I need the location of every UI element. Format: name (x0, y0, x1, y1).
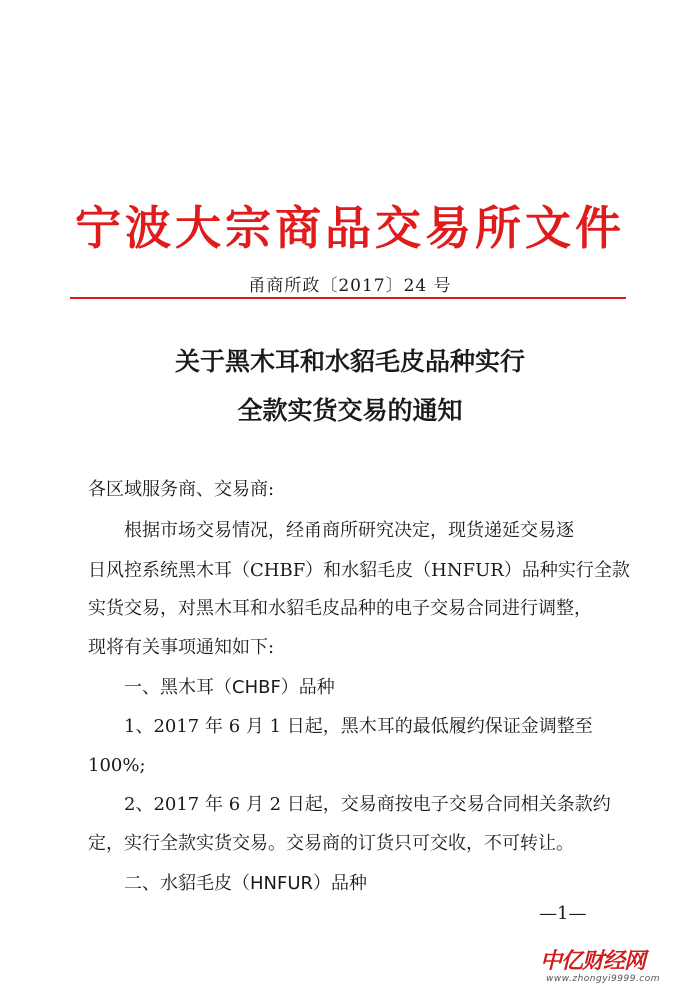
notice-title-line-1: 关于黑木耳和水貂毛皮品种实行 (174, 347, 525, 376)
paragraph-line: 现将有关事项通知如下: (88, 637, 275, 658)
page-number: —1— (539, 903, 587, 924)
document-header-title: 宁波大宗商品交易所文件 (75, 201, 625, 255)
paragraph-line: 根据市场交易情况，经甬商所研究决定，现货递延交易逐 (124, 520, 574, 541)
list-item-line: 100%; (88, 755, 146, 776)
section-heading-1: 一、黑木耳（CHBF）品种 (124, 677, 335, 698)
list-item-line: 1、2017 年 6 月 1 日起，黑木耳的最低履约保证金调整至 (124, 716, 593, 737)
watermark-logo: 中亿财经网 (540, 949, 646, 974)
list-item-line: 定，实行全款实货交易。交易商的订货只可交收，不可转让。 (88, 833, 574, 854)
header-divider (70, 297, 626, 299)
notice-title-line-2: 全款实货交易的通知 (237, 396, 463, 425)
section-heading-2: 二、水貂毛皮（HNFUR）品种 (124, 873, 368, 894)
site-watermark (540, 950, 700, 990)
notice-title (0, 337, 700, 435)
salutation: 各区域服务商、交易商: (88, 479, 275, 500)
paragraph-line: 日风控系统黑木耳（CHBF）和水貂毛皮（HNFUR）品种实行全款 (88, 560, 630, 581)
paragraph-line: 实货交易，对黑木耳和水貂毛皮品种的电子交易合同进行调整， (88, 598, 592, 619)
notice-body (88, 475, 630, 899)
watermark-url: www.zhongyi9999.com (546, 974, 661, 984)
document-number: 甬商所政〔2017〕24 号 (248, 276, 452, 296)
list-item-line: 2、2017 年 6 月 2 日起，交易商按电子交易合同相关条款约 (124, 794, 611, 815)
